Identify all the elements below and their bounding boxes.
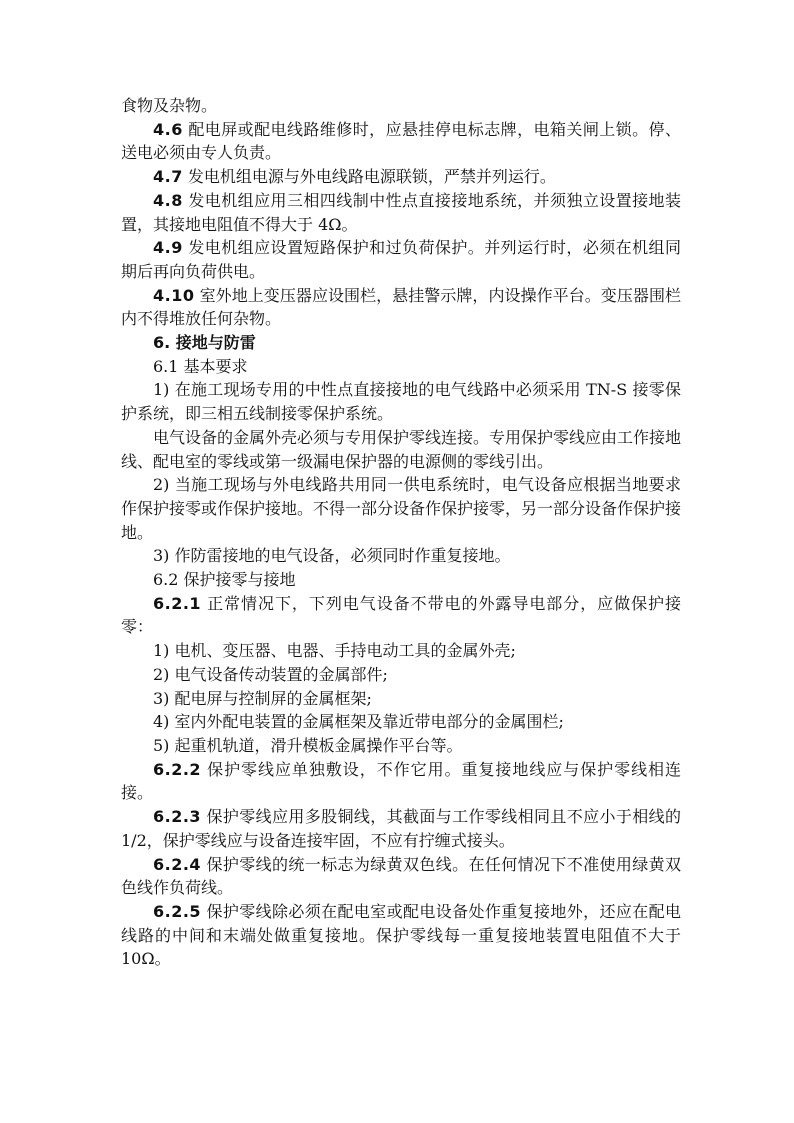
list-item-text: 1) 在施工现场专用的中性点直接接地的电气线路中必须采用 TN-S 接零保护系统，即三相五线制接零保护系统。 [121, 380, 681, 424]
list-item-text: 3) 作防雷接地的电气设备，必须同时作重复接地。 [153, 546, 511, 566]
clause-number: 6.2.2 [153, 759, 202, 779]
list-item [121, 473, 681, 544]
section-heading-text: 6. 接地与防雷 [153, 333, 256, 353]
clause-text: 发电机组应设置短路保护和过负荷保护。并列运行时，必须在机组同期后再向负荷供电。 [121, 238, 681, 281]
clause-text: 发电机组电源与外电线路电源联锁，严禁并列运行。 [182, 167, 556, 187]
clause-number: 6.2.1 [153, 593, 202, 613]
subsection-text: 6.1 基本要求 [153, 356, 248, 376]
clause-4-10 [121, 284, 681, 331]
paragraph-text: 食物及杂物。 [121, 96, 218, 115]
subsection-6-2 [121, 568, 681, 592]
clause-4-9 [121, 236, 681, 283]
clause-4-6 [121, 118, 681, 165]
list-item [121, 544, 681, 568]
section-heading-6 [121, 331, 681, 355]
list-item-text: 3) 配电屏与控制屏的金属框架; [153, 688, 372, 708]
clause-number: 4.9 [153, 238, 183, 258]
list-item-text: 2) 当施工现场与外电线路共用同一供电系统时，电气设备应根据当地要求作保护接零或作保护接地。不得一部分设备作保护接零，另一部分设备作保护接地。 [121, 475, 682, 542]
clause-6-2-4 [121, 853, 681, 900]
list-item [121, 639, 681, 663]
clause-number: 4.6 [153, 119, 183, 139]
list-item-text: 5) 起重机轨道，滑升模板金属操作平台等。 [153, 735, 463, 755]
list-item [121, 378, 681, 425]
list-item-text: 4) 室内外配电装置的金属框架及靠近带电部分的金属围栏; [153, 712, 564, 732]
list-item-text: 1) 电机、变压器、电器、手持电动工具的金属外壳; [153, 641, 516, 661]
clause-text: 保护零线除必须在配电室或配电设备处作重复接地外，还应在配电线路的中间和末端处做重复接地。保护零线每一重复接地装置电阻值不大于 10Ω。 [121, 901, 681, 969]
clause-number: 4.10 [153, 285, 195, 305]
clause-6-2-2 [121, 758, 681, 805]
subsection-6-1 [121, 355, 681, 379]
clause-text: 保护零线应用多股铜线，其截面与工作零线相同且不应小于相线的 1/2，保护零线应与设备连接牢固，不应有拧缠式接头。 [121, 807, 681, 850]
clause-6-2-1 [121, 592, 681, 639]
clause-4-7 [121, 165, 681, 189]
paragraph [121, 426, 681, 473]
clause-6-2-5 [121, 900, 681, 971]
clause-number: 6.2.4 [153, 854, 202, 874]
clause-text: 保护零线的统一标志为绿黄双色线。在任何情况下不准使用绿黄双色线作负荷线。 [121, 854, 681, 898]
clause-text: 室外地上变压器应设围栏，悬挂警示牌，内设操作平台。变压器围栏内不得堆放任何杂物。 [121, 285, 681, 329]
clause-number: 6.2.3 [153, 807, 202, 827]
clause-number: 6.2.5 [153, 901, 202, 921]
list-item [121, 687, 681, 711]
subsection-text: 6.2 保护接零与接地 [153, 570, 296, 590]
document-body [121, 94, 681, 971]
list-item-text: 2) 电气设备传动装置的金属部件; [153, 664, 388, 684]
clause-6-2-3 [121, 805, 681, 852]
paragraph-continuation [121, 94, 681, 118]
clause-4-8 [121, 189, 681, 236]
list-item [121, 663, 681, 687]
paragraph-text: 电气设备的金属外壳必须与专用保护零线连接。专用保护零线应由工作接地线、配电室的零线或第一级漏电保护器的电源侧的零线引出。 [121, 427, 682, 471]
clause-text: 保护零线应单独敷设，不作它用。重复接地线应与保护零线相连接。 [121, 759, 681, 803]
clause-text: 配电屏或配电线路维修时，应悬挂停电标志牌，电箱关闸上锁。停、送电必须由专人负责。 [121, 119, 681, 163]
clause-number: 4.7 [153, 167, 183, 187]
list-item [121, 710, 681, 734]
clause-text: 发电机组应用三相四线制中性点直接接地系统，并须独立设置接地装置，其接地电阻值不得大于 4Ω。 [121, 190, 681, 234]
list-item [121, 734, 681, 758]
clause-number: 4.8 [153, 190, 183, 210]
clause-text: 正常情况下，下列电气设备不带电的外露导电部分，应做保护接零： [121, 593, 681, 637]
